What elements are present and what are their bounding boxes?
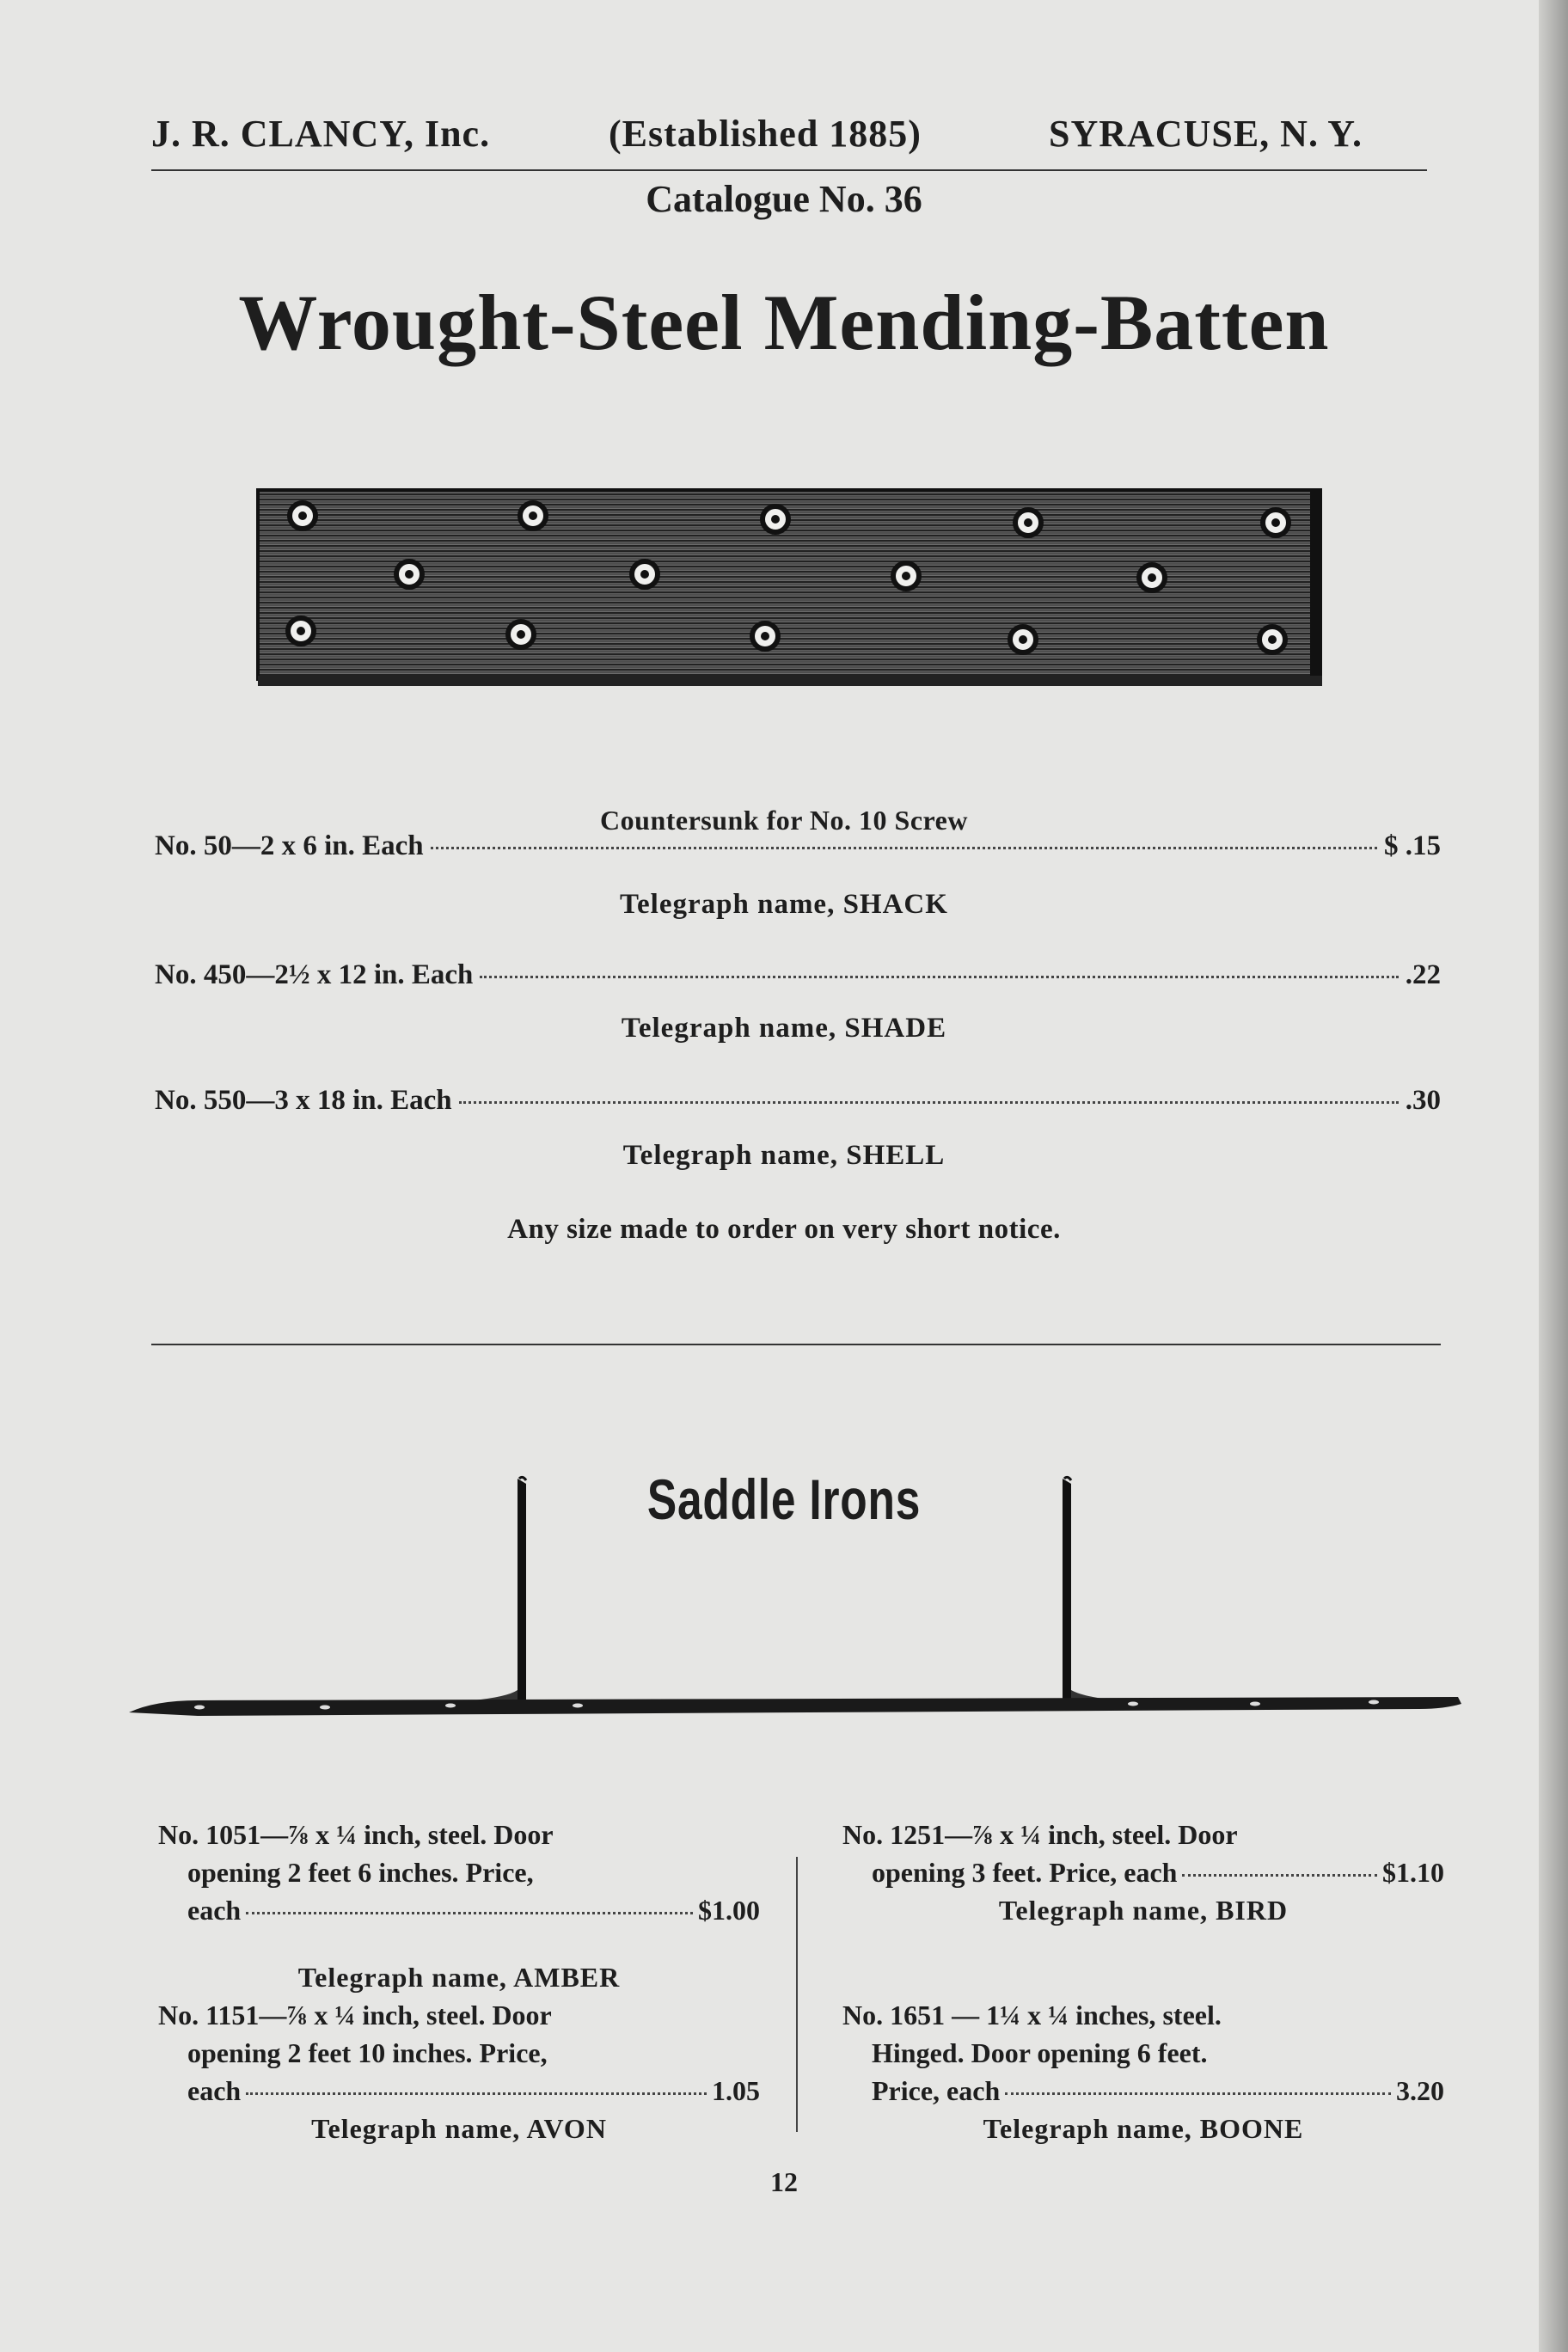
item-price: $ .15 xyxy=(1384,830,1441,861)
custom-order-notice: Any size made to order on very short notice. xyxy=(507,1214,1061,1245)
item-price: $1.10 xyxy=(1382,1857,1444,1888)
leader-dots xyxy=(480,976,1398,978)
leader-dots xyxy=(246,2092,707,2095)
item-line: No. 1251—⅞ x ¼ inch, steel. Door xyxy=(842,1819,1238,1850)
company-name: J. R. CLANCY, Inc. xyxy=(151,113,491,155)
section-title: Saddle Irons xyxy=(646,1467,922,1531)
telegraph-name: Telegraph name, AVON xyxy=(311,2113,607,2144)
price-label: opening 3 feet. Price, each xyxy=(872,1857,1178,1888)
column-divider xyxy=(796,1857,798,2132)
leader-dots xyxy=(1005,2092,1391,2095)
price-line xyxy=(155,959,1441,991)
item-price: $1.00 xyxy=(698,1895,760,1926)
item-line: No. 1651 — 1¼ x ¼ inches, steel. xyxy=(842,2000,1222,2030)
item-price: .22 xyxy=(1405,959,1441,990)
item-description: No. 50—2 x 6 in. Each xyxy=(155,830,424,861)
page-title: Wrought-Steel Mending-Batten xyxy=(238,279,1330,366)
telegraph-name: Telegraph name, SHACK xyxy=(620,889,948,920)
section-divider xyxy=(151,1344,1441,1345)
company-location: SYRACUSE, N. Y. xyxy=(1049,113,1363,155)
price-line xyxy=(155,1085,1441,1117)
item-price: .30 xyxy=(1405,1085,1441,1116)
price-row xyxy=(842,2072,1444,2110)
countersunk-note: Countersunk for No. 10 Screw xyxy=(600,805,968,836)
item-price: 3.20 xyxy=(1396,2075,1444,2106)
price-line xyxy=(155,830,1441,862)
price-row xyxy=(842,1853,1444,1891)
item-description: No. 450—2½ x 12 in. Each xyxy=(155,959,474,990)
page-number: 12 xyxy=(770,2166,798,2197)
item-price: 1.05 xyxy=(712,2075,760,2106)
item-description: No. 550—3 x 18 in. Each xyxy=(155,1085,452,1116)
item-line: No. 1051—⅞ x ¼ inch, steel. Door xyxy=(158,1819,554,1850)
leader-dots xyxy=(431,847,1377,849)
leader-dots xyxy=(246,1912,693,1914)
price-row xyxy=(158,1891,760,1929)
each-label: each xyxy=(187,2075,242,2106)
price-label: Price, each xyxy=(872,2075,1001,2106)
each-label: each xyxy=(187,1895,242,1926)
established-year: (Established 1885) xyxy=(609,113,922,155)
saddle-irons-left-column xyxy=(158,1816,760,2147)
item-line: opening 2 feet 10 inches. Price, xyxy=(187,2037,548,2068)
leader-dots xyxy=(1182,1874,1377,1877)
header-rule xyxy=(151,169,1427,171)
telegraph-name: Telegraph name, BIRD xyxy=(998,1895,1289,1926)
item-line: No. 1151—⅞ x ¼ inch, steel. Door xyxy=(158,2000,552,2030)
item-line: opening 2 feet 6 inches. Price, xyxy=(187,1857,534,1888)
telegraph-name: Telegraph name, SHADE xyxy=(621,1013,947,1044)
telegraph-name: Telegraph name, BOONE xyxy=(983,2113,1304,2144)
telegraph-name: Telegraph name, SHELL xyxy=(622,1140,946,1171)
telegraph-name: Telegraph name, AMBER xyxy=(297,1962,621,1993)
price-row xyxy=(158,2072,760,2110)
saddle-irons-right-column xyxy=(842,1816,1444,2147)
mending-batten-illustration xyxy=(256,488,1327,691)
catalogue-number: Catalogue No. 36 xyxy=(646,178,922,220)
item-line: Hinged. Door opening 6 feet. xyxy=(872,2037,1208,2068)
leader-dots xyxy=(459,1101,1399,1104)
